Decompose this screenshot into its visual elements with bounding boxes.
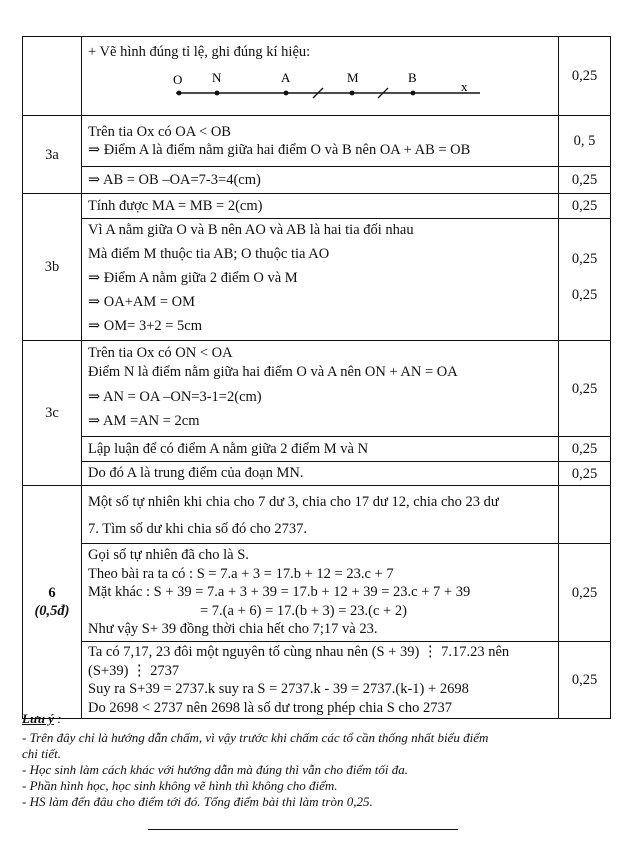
grading-table — [22, 36, 611, 719]
point-a — [284, 90, 289, 95]
answer-line: Do đó A là trung điểm của đoạn MN. — [88, 465, 304, 482]
question-label-3b: 3b — [23, 194, 82, 341]
note-line: - Học sinh làm cách khác với hướng dẫn mà đúng thì vẫn cho điểm tối đa. — [22, 762, 408, 777]
notes-heading-colon: : — [53, 711, 62, 726]
point-n — [215, 90, 220, 95]
table-row-6-problem — [23, 486, 611, 544]
question-label-6 — [23, 486, 82, 719]
question-label-3a: 3a — [23, 116, 82, 194]
answer-line: Suy ra S+39 = 2737.k suy ra S = 2737.k - 39 = 2737.(k-1) + 2698 — [88, 681, 469, 697]
notes-section — [22, 711, 612, 810]
answer-line: ⇒ AM =AN = 2cm — [88, 412, 200, 429]
answer-line: Ta có 7,17, 23 đôi một nguyên tố cùng nhau nên (S + 39) ⋮ 7.17.23 nên — [88, 644, 510, 660]
answer-line: Như vậy S+ 39 đồng thời chia hết cho 7;17 và 23. — [88, 621, 378, 638]
question-points: (0,5đ) — [34, 603, 70, 619]
note-line: - Phần hình học, học sinh không vẽ hình thì không cho điểm. — [22, 778, 338, 793]
table-row-3c-2 — [23, 437, 611, 462]
grading-sheet — [22, 36, 610, 719]
score-cell — [559, 219, 611, 341]
score-cell: 0,25 — [559, 642, 611, 719]
answer-line: ⇒ Điểm A là điểm nằm giữa hai điểm O và B nên OA + AB = OB — [88, 142, 471, 158]
score-cell: 0,25 — [559, 462, 611, 486]
question-label-3c: 3c — [23, 341, 82, 486]
score-cell: 0,25 — [559, 194, 611, 219]
answer-line: Lập luận để có điểm A nằm giữa 2 điểm M và N — [88, 440, 369, 457]
label-m: M — [347, 69, 359, 85]
label-n: N — [212, 69, 222, 85]
answer-line: Tính được MA = MB = 2(cm) — [88, 197, 263, 214]
table-row-figure — [23, 37, 611, 116]
answer-cell — [82, 437, 559, 462]
answer-cell — [82, 642, 559, 719]
table-row-6-part2 — [23, 642, 611, 719]
question-cell-empty — [23, 37, 82, 116]
score-cell-empty — [559, 486, 611, 544]
answer-line: Mà điểm M thuộc tia AB; O thuộc tia AO — [88, 245, 330, 262]
score-value: 0,25 — [571, 250, 598, 267]
answer-cell — [82, 194, 559, 219]
answer-cell — [82, 341, 559, 437]
table-row-3b-1 — [23, 194, 611, 219]
answer-line: ⇒ AN = OA –ON=3-1=2(cm) — [88, 388, 262, 405]
answer-cell — [82, 462, 559, 486]
question-number: 6 — [48, 585, 56, 601]
ray-figure — [88, 62, 548, 106]
answer-line: Vì A nằm giữa O và B nên AO và AB là hai tia đối nhau — [88, 221, 414, 238]
label-x: x — [461, 78, 468, 94]
point-m — [350, 90, 355, 95]
table-row-3a-1 — [23, 116, 611, 167]
note-line: chi tiết. — [22, 746, 61, 761]
problem-line: Một số tự nhiên khi chia cho 7 dư 3, chia cho 17 dư 12, chia cho 23 dư — [88, 493, 499, 510]
label-o: O — [173, 71, 183, 87]
answer-cell — [82, 116, 559, 167]
answer-line: Điểm N là điểm nằm giữa hai điểm O và A nên ON + AN = OA — [88, 363, 458, 380]
answer-line: ⇒ OA+AM = OM — [88, 293, 196, 310]
answer-cell — [82, 167, 559, 194]
table-row-3b-2 — [23, 219, 611, 341]
problem-line: 7. Tìm số dư khi chia số đó cho 2737. — [88, 520, 308, 537]
label-b: B — [408, 69, 417, 85]
score-cell: 0, 5 — [559, 116, 611, 167]
problem-cell — [82, 486, 559, 544]
answer-line: ⇒ OM= 3+2 = 5cm — [88, 317, 203, 334]
table-row-6-part1 — [23, 544, 611, 642]
label-a: A — [281, 69, 291, 85]
table-row-3c-1 — [23, 341, 611, 437]
table-row-3a-2 — [23, 167, 611, 194]
point-o — [177, 90, 182, 95]
score-cell: 0,25 — [559, 167, 611, 194]
note-line: - HS làm đến đâu cho điểm tới đó. Tổng điểm bài thi làm tròn 0,25. — [22, 794, 373, 809]
score-cell: 0,25 — [559, 37, 611, 116]
answer-line: ⇒ AB = OB –OA=7-3=4(cm) — [88, 171, 261, 188]
answer-cell — [82, 544, 559, 642]
answer-line: Do 2698 < 2737 nên 2698 là số dư trong phép chia S cho 2737 — [88, 699, 452, 716]
note-line: - Trên đây chỉ là hướng dẫn chấm, vì vậy trước khi chấm các tổ cần thống nhất biểu điểm — [22, 730, 489, 745]
answer-line: (S+39) ⋮ 2737 — [88, 662, 180, 679]
answer-line: Trên tia Ox có OA < OB — [88, 123, 231, 140]
answer-line: Mặt khác : S + 39 = 7.a + 3 + 39 = 17.b + 12 + 39 = 23.c + 7 + 39 — [88, 584, 471, 601]
answer-line: ⇒ Điểm A nằm giữa 2 điểm O và M — [88, 269, 298, 286]
point-b — [411, 90, 416, 95]
answer-cell — [82, 219, 559, 341]
table-row-3c-3 — [23, 462, 611, 486]
answer-line: Trên tia Ox có ON < OA — [88, 344, 233, 361]
answer-line: Gọi số tự nhiên đã cho là S. — [88, 547, 249, 564]
answer-cell-figure — [82, 37, 559, 116]
answer-line: = 7.(a + 6) = 17.(b + 3) = 23.(c + 2) — [200, 602, 407, 619]
notes-heading: Lưu ý — [22, 711, 54, 726]
score-cell: 0,25 — [559, 544, 611, 642]
figure-instruction: + Vẽ hình đúng tỉ lệ, ghi đúng kí hiệu: — [88, 44, 311, 60]
score-value: 0,25 — [571, 286, 598, 303]
notes-heading-line — [22, 711, 612, 727]
score-cell: 0,25 — [559, 341, 611, 437]
score-cell: 0,25 — [559, 437, 611, 462]
answer-line: Theo bài ra ta có : S = 7.a + 3 = 17.b + 12 = 23.c + 7 — [88, 565, 394, 582]
footer-rule — [148, 829, 458, 830]
